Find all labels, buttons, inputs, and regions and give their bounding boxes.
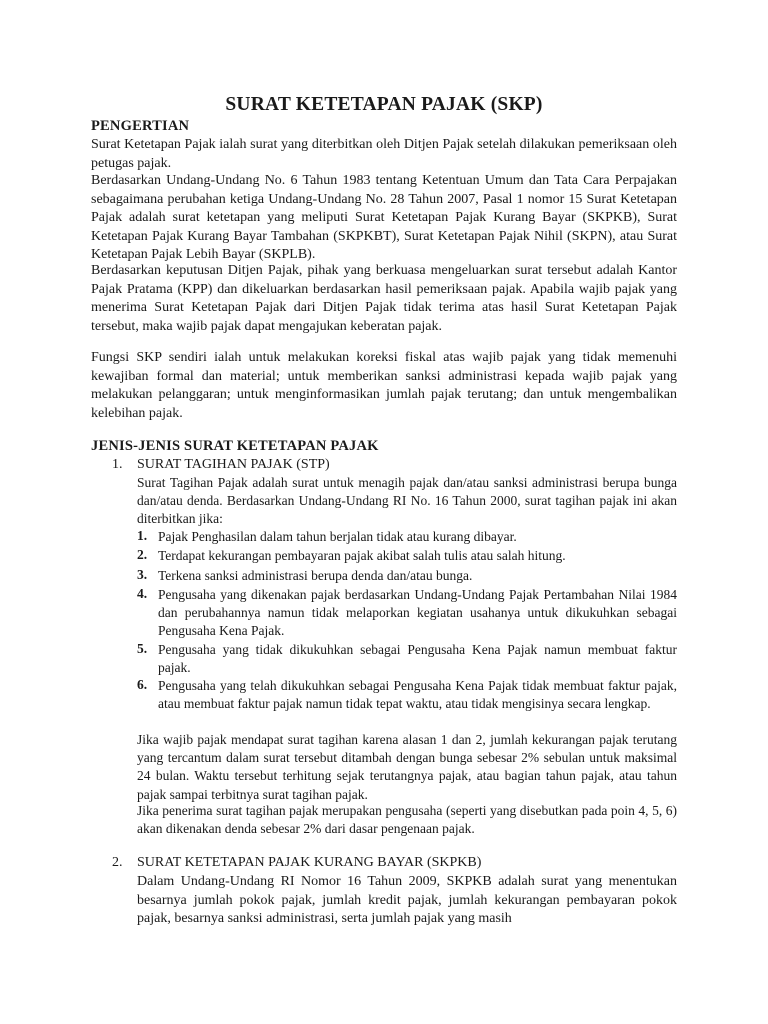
sub-item-4 — [158, 586, 677, 641]
sub-item-6: Pengusaha yang telah dikukuhkan sebagai Pengusaha Kena Pajak tidak membuat faktur pajak, atau membuat faktur pajak namun tidak tepat waktu, atau tidak mengisinya secara lengkap. — [158, 678, 677, 712]
sub-item-3: Terkena sanksi administrasi berupa denda dan/atau bunga. — [158, 568, 473, 583]
uu-ppn-link[interactable]: Undang-Undang Pajak Pertambahan Nilai 1984 — [414, 587, 678, 602]
stp-note-penalty: Jika penerima surat tagihan pajak merupakan pengusaha (seperti yang disebutkan pada poin 4, 5, 6) akan dikenakan denda sebesar 2% dari dasar pengenaan pajak. — [137, 803, 677, 837]
section-heading-pengertian: PENGERTIAN — [91, 118, 190, 134]
section-heading-jenis: JENIS-JENIS SURAT KETETAPAN PAJAK — [91, 438, 379, 454]
stp-note-interest: Jika wajib pajak mendapat surat tagihan karena alasan 1 dan 2, jumlah kekurangan pajak terutang yang tercantum dalam surat tersebut ditambah dengan bunga sebesar 2% sebulan untuk maksimal 24 bulan. Waktu tersebut terhitung sejak terutangnya pajak, atau bagian tahun pajak, atau tahun pajak sampai terbitnya surat tagihan pajak. — [137, 732, 677, 802]
list-number-1: 1. — [112, 457, 123, 472]
list-number-2: 2. — [112, 855, 123, 870]
paragraph-definition: Surat Ketetapan Pajak ialah surat yang diterbitkan oleh Ditjen Pajak setelah dilakukan pemeriksaan oleh petugas pajak. — [91, 137, 677, 171]
paragraph-function: Fungsi SKP sendiri ialah untuk melakukan koreksi fiskal atas wajib pajak yang tidak memenuhi kewajiban formal dan material; untuk memberikan sanksi administrasi kepada wajib pajak yang melakukan pelanggaran; untuk menginformasikan jumlah pajak terutang; dan untuk mengembalikan kelebihan pajak. — [91, 350, 677, 421]
sub-item-2: Terdapat kekurangan pembayaran pajak akibat salah tulis atau salah hitung. — [158, 548, 566, 563]
document-title: SURAT KETETAPAN PAJAK (SKP) — [225, 94, 543, 115]
paragraph-issuer-text: Berdasarkan keputusan Ditjen Pajak, pihak yang berkuasa mengeluarkan surat tersebut adalah Kantor Pajak Pratama (KPP) dan dikeluarkan berdasarkan hasil pemeriksaan pajak. — [91, 263, 677, 297]
sub-number-6: 6. — [137, 677, 148, 692]
sub-number-4: 4. — [137, 586, 148, 601]
skpkb-intro: Dalam Undang-Undang RI Nomor 16 Tahun 2009, SKPKB adalah surat yang menentukan besarnya jumlah pokok pajak, jumlah kredit pajak, jumlah kekurangan pembayaran pokok pajak, besarnya sanksi administrasi, serta jumlah pajak yang masih — [137, 874, 677, 927]
sub-item-1: Pajak Penghasilan dalam tahun berjalan tidak atau kurang dibayar. — [158, 529, 517, 544]
sub-number-2: 2. — [137, 547, 148, 562]
sub-number-3: 3. — [137, 567, 148, 582]
sub-item-5: Pengusaha yang tidak dikukuhkan sebagai Pengusaha Kena Pajak namun membuat faktur pajak. — [158, 642, 677, 676]
sub-item-4-text-pre: Pengusaha yang dikenakan pajak berdasarkan — [158, 587, 415, 602]
list-title-skpkb: SURAT KETETAPAN PAJAK KURANG BAYAR (SKPKB) — [137, 855, 482, 870]
sub-item-4-text-post: dan perubahannya namun tidak melaporkan kegiatan usahanya untuk dikukuhkan sebagai Pengusaha Kena Pajak. — [158, 605, 677, 639]
paragraph-legal-basis: Berdasarkan Undang-Undang No. 6 Tahun 1983 tentang Ketentuan Umum dan Tata Cara Perpajakan sebagaimana perubahan ketiga Undang-Undang No. 28 Tahun 2007, Pasal 1 nomor 15 Surat Ketetapan Pajak adalah surat ketetapan yang meliputi Surat Ketetapan Pajak Kurang Bayar (SKPKB), Surat Ketetapan Pajak Kurang Bayar Tambahan (SKPKBT), Surat Ketetapan Pajak Nihil (SKPN), atau Surat Ketetapan Pajak Lebih Bayar (SKPLB). — [91, 173, 677, 263]
paragraph-issuer — [91, 262, 677, 336]
sub-number-1: 1. — [137, 528, 148, 543]
stp-intro: Surat Tagihan Pajak adalah surat untuk menagih pajak dan/atau sanksi administrasi berupa bunga dan/atau denda. Berdasarkan Undang-Undang RI No. 16 Tahun 2000, surat tagihan pajak ini akan diterbitkan jika: — [137, 475, 677, 527]
list-title-stp: SURAT TAGIHAN PAJAK (STP) — [137, 457, 330, 472]
paragraph-objection-text: Apabila wajib pajak yang menerima Surat Ketetapan Pajak dari Ditjen Pajak tidak terima atas hasil Surat Ketetapan Pajak tersebut, maka wajib pajak dapat mengajukan keberatan pajak. — [91, 281, 677, 334]
sub-number-5: 5. — [137, 641, 148, 656]
